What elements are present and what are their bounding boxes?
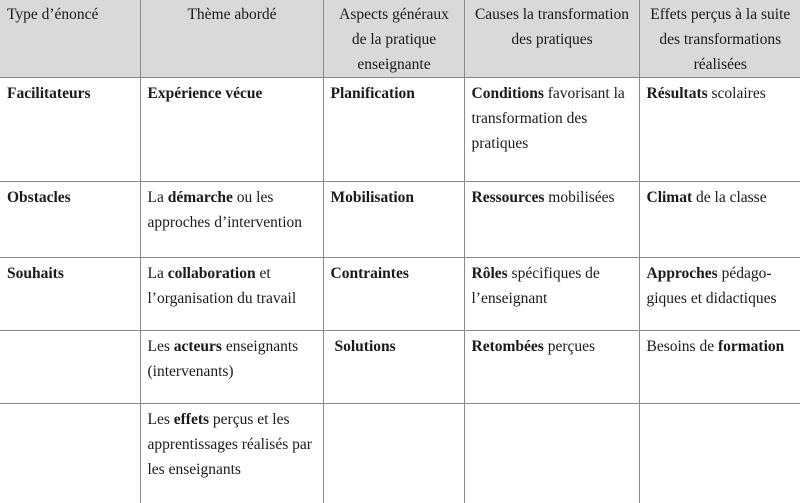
keyword-text: effets: [173, 411, 210, 428]
cell-effets-percus: [639, 78, 800, 182]
cell-effets-percus: [639, 182, 800, 258]
cell-effets-percus: [639, 404, 800, 503]
cell-text: et l’organisation du travail: [147, 265, 297, 307]
cell-theme-aborde: [140, 331, 323, 404]
table-row: [0, 182, 800, 258]
table-row: [0, 78, 800, 182]
cell-text: La: [147, 189, 168, 206]
cell-causes-transformation: [464, 258, 639, 331]
cell-text: favorisant la transformation des pratiques: [471, 85, 625, 152]
cell-theme-aborde: [140, 258, 323, 331]
keyword-text: Mobilisation: [330, 189, 415, 206]
header-type-enonce: Type d’énoncé: [0, 0, 140, 78]
cell-text: spécifiques de l’enseignant: [471, 265, 600, 307]
header-causes-transformation: Causes la transformation des pratiques: [464, 0, 639, 78]
cell-causes-transformation: [464, 78, 639, 182]
header-aspects-generaux: Aspects généraux de la pratique enseignante: [323, 0, 464, 78]
keyword-text: Facilitateurs: [7, 85, 91, 102]
cell-theme-aborde: [140, 78, 323, 182]
header-theme-aborde: Thème abordé: [140, 0, 323, 78]
cell-text: scolaires: [707, 85, 766, 102]
keyword-text: Conditions: [471, 85, 544, 102]
keyword-text: Approches: [646, 265, 718, 282]
header-effets-percus: Effets perçus à la suite des transformations réalisées: [639, 0, 800, 78]
keyword-text: Contraintes: [330, 265, 409, 282]
keyword-text: Retombées: [471, 338, 544, 355]
cell-type-enonce: [0, 258, 140, 331]
table-row: [0, 331, 800, 404]
cell-type-enonce: [0, 404, 140, 503]
cell-aspects-generaux: [323, 331, 464, 404]
keyword-text: formation: [717, 338, 785, 355]
cell-text: de la classe: [692, 189, 767, 206]
keyword-text: Solutions: [334, 338, 396, 355]
cell-aspects-generaux: [323, 182, 464, 258]
cell-text: ou les approches d’intervention: [147, 189, 303, 231]
cell-type-enonce: [0, 182, 140, 258]
cell-text: enseignants (intervenants): [147, 338, 299, 380]
keyword-text: Rôles: [471, 265, 508, 282]
cell-text: perçues: [543, 338, 596, 355]
keyword-text: Planification: [330, 85, 415, 102]
cell-text: Besoins de: [646, 338, 718, 355]
cell-text: mobilisées: [544, 189, 615, 206]
cell-theme-aborde: [140, 182, 323, 258]
cell-causes-transformation: [464, 182, 639, 258]
cell-type-enonce: [0, 331, 140, 404]
cell-text: La: [147, 265, 168, 282]
cell-text: Les: [147, 411, 174, 428]
cell-type-enonce: [0, 78, 140, 182]
cell-aspects-generaux: [323, 404, 464, 503]
cell-causes-transformation: [464, 331, 639, 404]
keyword-text: Souhaits: [7, 265, 64, 282]
cell-text: Les: [147, 338, 174, 355]
cell-causes-transformation: [464, 404, 639, 503]
keyword-text: Expérience vécue: [147, 85, 263, 102]
cell-aspects-generaux: [323, 258, 464, 331]
cell-effets-percus: [639, 258, 800, 331]
header-row: [0, 0, 800, 78]
cell-effets-percus: [639, 331, 800, 404]
keyword-text: Climat: [646, 189, 693, 206]
table-row: [0, 404, 800, 503]
keyword-text: démarche: [167, 189, 233, 206]
cell-theme-aborde: [140, 404, 323, 503]
cell-aspects-generaux: [323, 78, 464, 182]
keyword-text: Obstacles: [7, 189, 71, 206]
keyword-text: acteurs: [173, 338, 222, 355]
keyword-text: collaboration: [167, 265, 256, 282]
keyword-text: Résultats: [646, 85, 708, 102]
cell-text: pédagogiques et didactiques: [646, 265, 777, 307]
table-row: [0, 258, 800, 331]
keyword-text: Ressources: [471, 189, 545, 206]
cell-text: perçus et les apprentissages réalisés par les enseignants: [147, 411, 312, 478]
